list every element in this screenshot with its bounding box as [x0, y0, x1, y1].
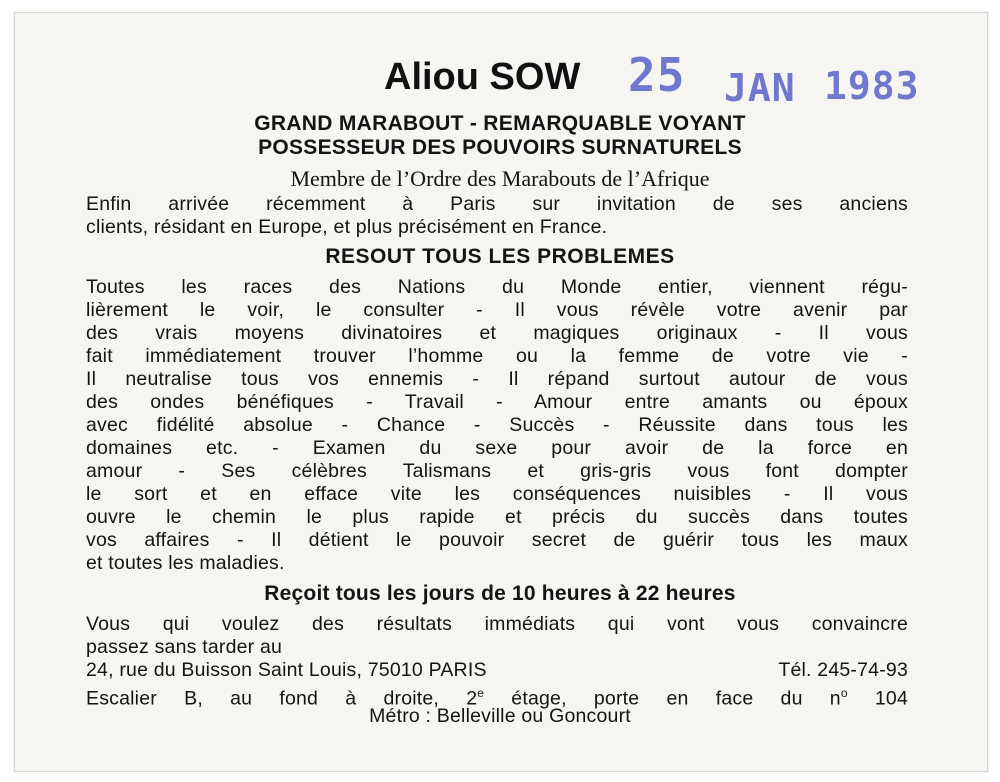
- problems-heading: RESOUT TOUS LES PROBLEMES: [325, 245, 675, 268]
- street-address: 24, rue du Buisson Saint Louis, 75010 PARIS: [86, 659, 487, 681]
- stairs-after: étage, porte en face du n: [484, 687, 841, 710]
- services-paragraph: [86, 276, 908, 575]
- body-line: des vrais moyens divinatoires et magiques originaux - Il vous: [86, 322, 908, 344]
- telephone: Tél. 245-74-93: [778, 659, 908, 681]
- body-line: vos affaires - Il détient le pouvoir secret de guérir tous les maux: [86, 529, 908, 551]
- stamp-month: JAN: [724, 66, 796, 110]
- body-line: ouvre le chemin le plus rapide et précis du succès dans toutes: [86, 506, 908, 528]
- body-line: des ondes bénéfiques - Travail - Amour entre amants ou époux: [86, 391, 908, 413]
- body-line: le sort et en efface vite les conséquences nuisibles - Il vous: [86, 483, 908, 505]
- body-line: amour - Ses célèbres Talismans et gris-gris vous font dompter: [86, 460, 908, 482]
- address-row: [86, 659, 908, 682]
- body-line: domaines etc. - Examen du sexe pour avoir de la force en: [86, 437, 908, 459]
- stairs-before: Escalier B, au fond à droite, 2: [86, 687, 478, 710]
- title-line-2: POSSESSEUR DES POUVOIRS SURNATURELS: [258, 136, 742, 159]
- closing-line: Vous qui voulez des résultats immédiats qui vont vous convaincre: [86, 613, 908, 635]
- opening-hours: Reçoit tous les jours de 10 heures à 22 heures: [264, 582, 736, 605]
- intro-line: clients, résidant en Europe, et plus précisément en France.: [86, 216, 608, 238]
- membership-line: Membre de l’Ordre des Marabouts de l’Afrique: [290, 166, 710, 191]
- body-line: lièrement le voir, le consulter - Il vous révèle votre avenir par: [86, 299, 908, 321]
- body-line: et toutes les maladies.: [86, 552, 285, 574]
- body-line: avec fidélité absolue - Chance - Succès - Réussite dans tous les: [86, 414, 908, 436]
- body-line: Il neutralise tous vos ennemis - Il répand surtout autour de vous: [86, 368, 908, 390]
- closing-paragraph: [86, 613, 908, 659]
- closing-line: passez sans tarder au: [86, 636, 283, 658]
- metro-line: Métro : Belleville ou Goncourt: [369, 705, 631, 727]
- door-number: 104: [847, 687, 909, 710]
- title-line-1: GRAND MARABOUT - REMARQUABLE VOYANT: [254, 112, 746, 135]
- intro-line: Enfin arrivée récemment à Paris sur invitation de ses anciens: [86, 193, 908, 215]
- stamp-year: 1983: [824, 64, 920, 108]
- intro-paragraph: [86, 193, 908, 239]
- body-line: fait immédiatement trouver l’homme ou la femme de votre vie -: [86, 345, 908, 367]
- number-suffix: o: [840, 686, 848, 700]
- floor-suffix: e: [477, 686, 485, 700]
- body-line: Toutes les races des Nations du Monde entier, viennent régu-: [86, 276, 908, 298]
- stamp-day: 25: [628, 48, 686, 102]
- marabout-name: Aliou SOW: [384, 56, 581, 98]
